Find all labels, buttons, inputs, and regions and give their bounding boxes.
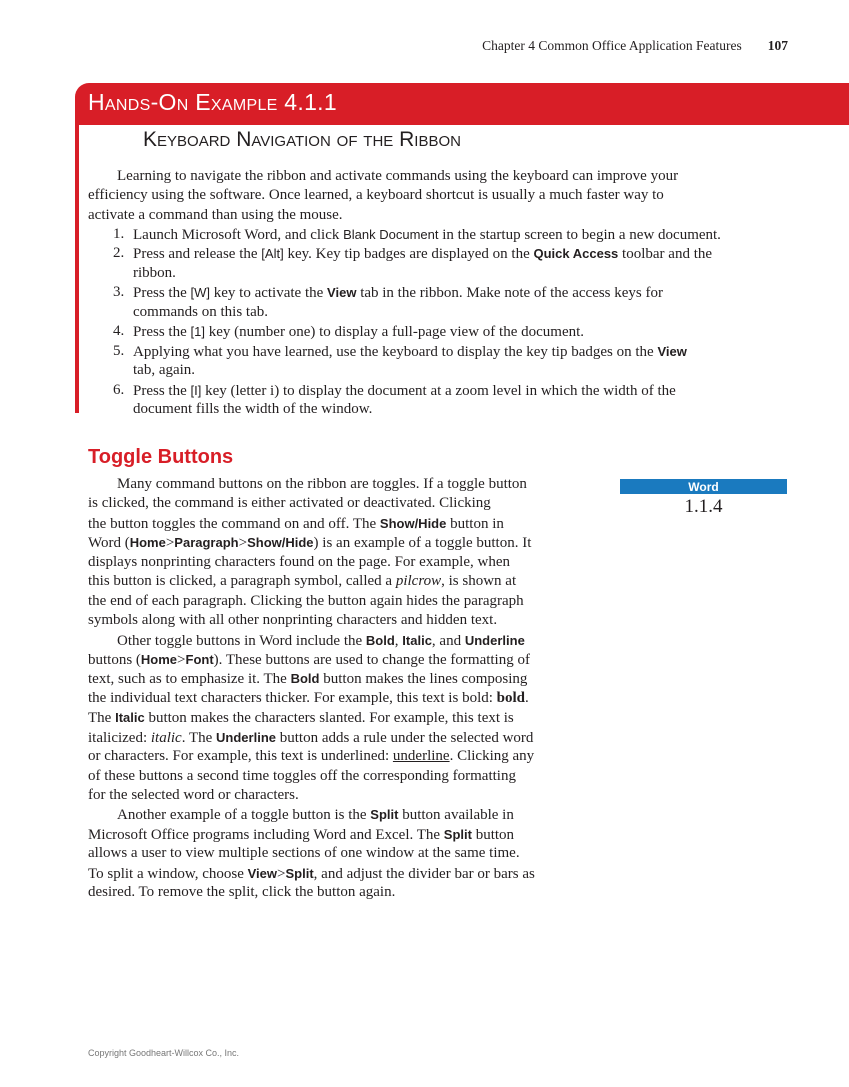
text-line xyxy=(88,728,588,747)
text-run: of these buttons a second time toggles off the corresponding formatting xyxy=(88,767,516,784)
text-line xyxy=(88,553,588,572)
text-run: Applying what you have learned, use the keyboard to display the key tip badges on the xyxy=(133,343,658,360)
text-run: > xyxy=(277,865,286,882)
objective-badge: Word xyxy=(620,479,787,494)
text-line xyxy=(88,805,588,824)
step-item xyxy=(88,244,808,283)
objective-number: 1.1.4 xyxy=(684,496,723,517)
text-run: buttons ( xyxy=(88,651,141,668)
text-run: . The xyxy=(181,729,217,746)
ui-term: Quick Access xyxy=(533,246,619,262)
ui-term: Split xyxy=(443,826,472,842)
hands-on-banner xyxy=(75,83,849,125)
text-run: button available in xyxy=(398,807,514,824)
step-number: 2. xyxy=(113,245,125,262)
step-number: 4. xyxy=(113,323,125,340)
step-item xyxy=(88,322,808,341)
ui-term: Show/Hide xyxy=(247,535,314,551)
text-run: button xyxy=(471,826,515,843)
text-run: . Clicking any xyxy=(449,748,535,765)
text-line xyxy=(133,283,808,302)
text-run: Word ( xyxy=(88,535,130,552)
text-run: > xyxy=(238,535,248,552)
text-run: Press the xyxy=(133,285,191,302)
text-run: > xyxy=(177,651,186,668)
hands-on-subtitle: Keyboard Navigation of the Ribbon xyxy=(143,128,461,151)
text-run: , and adjust the divider bar or bars as xyxy=(313,865,535,882)
hands-on-title: Hands-On Example 4.1.1 xyxy=(88,89,337,115)
text-line xyxy=(88,767,588,786)
ui-term: Bold xyxy=(290,671,320,687)
text-run: Many command buttons on the ribbon are toggles. If a toggle button xyxy=(117,476,527,492)
text-run: the button toggles the command on and off. The xyxy=(88,515,380,532)
ui-term: Underline xyxy=(216,729,276,745)
text-line xyxy=(88,186,808,205)
ui-term: [I] xyxy=(190,382,202,398)
text-run: ). These buttons are used to change the formatting of xyxy=(213,651,530,668)
text-run: Learning to navigate the ribbon and activate commands using the keyboard can improve your xyxy=(117,168,679,184)
text-run: . xyxy=(525,689,529,706)
text-run: allows a user to view multiple sections of one window at the same time. xyxy=(88,845,520,862)
text-run: , and xyxy=(431,632,465,649)
text-line xyxy=(88,631,588,650)
text-line xyxy=(88,592,588,611)
text-run: button adds a rule under the selected word xyxy=(276,729,534,746)
text-run: > xyxy=(165,535,175,552)
step-number: 6. xyxy=(113,381,125,398)
text-run: , is shown at xyxy=(441,573,517,590)
ui-term: Split xyxy=(285,865,314,881)
ui-term: Italic xyxy=(115,710,145,726)
text-line xyxy=(88,611,588,630)
text-line xyxy=(88,864,588,883)
text-line xyxy=(88,825,588,844)
ui-term: Font xyxy=(185,651,214,667)
text-run: Launch Microsoft Word, and click xyxy=(133,227,344,243)
styled-text: pilcrow xyxy=(395,573,442,590)
text-line xyxy=(133,342,808,361)
text-line xyxy=(88,572,588,591)
text-run: Press and release the xyxy=(133,246,262,263)
text-run: tab in the ribbon. Make note of the access keys for xyxy=(356,285,664,302)
ui-term: Home xyxy=(140,651,178,667)
page-number: 107 xyxy=(767,38,788,53)
copyright: Copyright Goodheart-Willcox Co., Inc. xyxy=(88,1048,240,1058)
text-run: Other toggle buttons in Word include the xyxy=(117,632,366,649)
text-line xyxy=(133,361,808,380)
text-line xyxy=(88,650,588,669)
ui-term: Paragraph xyxy=(174,535,239,551)
text-run: Press the xyxy=(133,324,191,341)
text-run: document fills the width of the window. xyxy=(133,400,373,417)
text-run: , xyxy=(394,632,403,649)
text-run: To split a window, choose xyxy=(88,865,248,882)
text-line xyxy=(88,708,588,727)
text-line xyxy=(88,533,588,552)
ui-term: Blank Document xyxy=(343,227,439,242)
text-line xyxy=(88,669,588,688)
text-run: button makes the characters slanted. For example, this text is xyxy=(144,710,514,727)
text-run: this button is clicked, a paragraph symbol, called a xyxy=(88,573,396,590)
step-number: 5. xyxy=(113,342,125,359)
step-item xyxy=(88,283,808,322)
text-line xyxy=(88,494,588,513)
text-run: key to activate the xyxy=(210,285,328,302)
text-line xyxy=(88,883,588,902)
styled-text: bold xyxy=(496,689,526,706)
text-run: Microsoft Office programs including Word and Excel. The xyxy=(88,826,444,843)
ui-term: View xyxy=(657,343,687,359)
text-run: key (number one) to display a full-page view of the document. xyxy=(204,324,585,341)
text-run: key. Key tip badges are displayed on the xyxy=(283,246,534,263)
ui-term: Split xyxy=(370,807,399,823)
text-line xyxy=(88,514,588,533)
ui-term: Show/Hide xyxy=(379,515,447,531)
text-line xyxy=(88,167,808,186)
text-line xyxy=(133,322,808,341)
text-run: is clicked, the command is either activated or deactivated. Clicking xyxy=(88,495,491,512)
text-run: text, such as to emphasize it. The xyxy=(88,671,291,688)
text-run: desired. To remove the split, click the button again. xyxy=(88,884,396,901)
running-header xyxy=(482,38,788,54)
text-run: or characters. For example, this text is underlined: xyxy=(88,748,393,765)
text-run: displays nonprinting characters found on the page. For example, when xyxy=(88,553,510,570)
toggle-section-body xyxy=(88,475,588,903)
text-run: key (letter i) to display the document at a zoom level in which the width of the xyxy=(201,382,676,399)
step-item xyxy=(88,342,808,381)
hands-on-steps xyxy=(88,225,808,419)
text-run: the end of each paragraph. Clicking the button again hides the paragraph xyxy=(88,592,524,609)
step-number: 3. xyxy=(113,284,125,301)
text-run: toolbar and the xyxy=(618,246,713,263)
text-run: activate a command than using the mouse. xyxy=(88,206,343,223)
text-run: ) is an example of a toggle button. It xyxy=(313,535,532,552)
ui-term: View xyxy=(247,865,278,881)
text-line xyxy=(88,475,588,494)
styled-text: underline xyxy=(392,748,450,765)
text-line xyxy=(133,264,808,283)
chapter-title: Chapter 4 Common Office Application Features xyxy=(482,38,742,53)
styled-text: italic xyxy=(150,729,182,746)
text-run: button in xyxy=(446,515,504,532)
text-run: symbols along with all other nonprinting characters and hidden text. xyxy=(88,612,498,629)
ui-term: View xyxy=(327,285,357,301)
ui-term: Italic xyxy=(402,632,432,648)
ui-term: [W] xyxy=(190,285,210,301)
text-run: commands on this tab. xyxy=(133,303,268,320)
hands-on-side-rule xyxy=(75,124,79,413)
section-heading: Toggle Buttons xyxy=(88,446,234,468)
text-run: ribbon. xyxy=(133,264,176,281)
text-line xyxy=(133,381,808,400)
ui-term: [1] xyxy=(190,324,205,340)
text-run: button makes the lines composing xyxy=(319,671,528,688)
step-item xyxy=(88,225,808,244)
text-line xyxy=(88,844,588,863)
text-run: in the startup screen to begin a new document. xyxy=(438,227,721,243)
text-line xyxy=(133,225,808,244)
ui-term: Home xyxy=(129,535,166,551)
text-run: efficiency using the software. Once learned, a keyboard shortcut is usually a much faster way to xyxy=(88,187,664,204)
text-run: the individual text characters thicker. For example, this text is bold: xyxy=(88,689,497,706)
text-line xyxy=(88,786,588,805)
ui-term: Bold xyxy=(365,632,395,648)
hands-on-intro xyxy=(88,167,808,225)
text-line xyxy=(88,689,588,708)
text-line xyxy=(88,206,808,225)
ui-term: [Alt] xyxy=(261,246,284,262)
text-run: Another example of a toggle button is the xyxy=(117,807,371,824)
step-number: 1. xyxy=(113,226,125,242)
text-run: Press the xyxy=(133,382,191,399)
text-run: for the selected word or characters. xyxy=(88,787,299,803)
ui-term: Underline xyxy=(464,632,525,648)
step-item xyxy=(88,381,808,420)
text-line xyxy=(133,303,808,322)
text-line xyxy=(133,400,808,419)
text-line xyxy=(88,747,588,766)
text-line xyxy=(133,244,808,263)
text-run: italicized: xyxy=(88,729,151,746)
text-run: tab, again. xyxy=(133,362,196,379)
text-run: The xyxy=(88,710,116,727)
